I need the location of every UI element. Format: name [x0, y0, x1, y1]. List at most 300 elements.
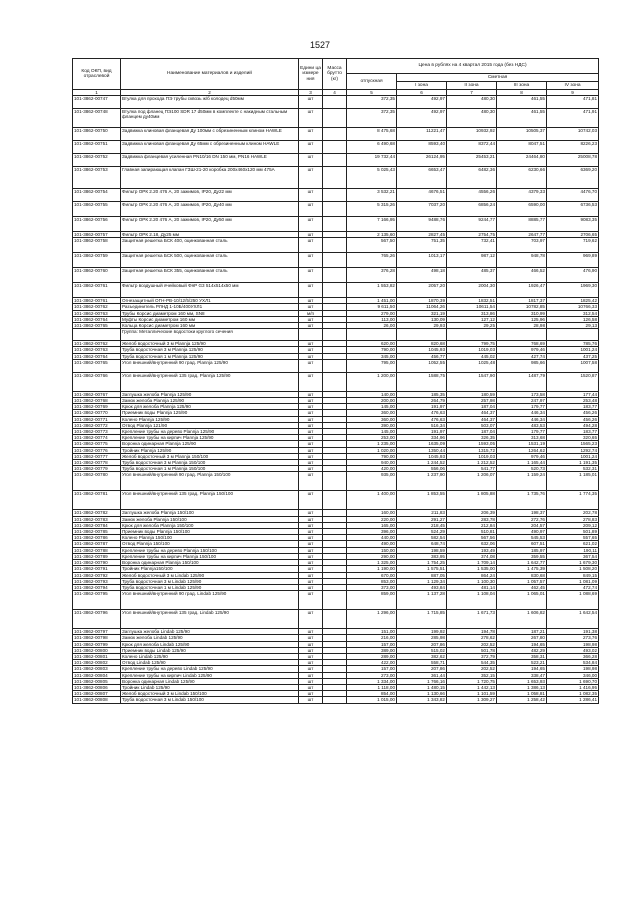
price-zone1-cell: 11064,26: [397, 304, 447, 310]
name-cell: Муфты Корсис диаметром 160 мм: [121, 316, 299, 322]
price-zone2-cell: 10932,92: [447, 128, 497, 141]
code-cell: 101-3862-00781: [73, 491, 121, 510]
price-zone2-cell: 9244,77: [447, 217, 497, 232]
name-cell: Воронка одинарная Lindab 125/90: [121, 678, 299, 684]
price-zone3-cell: 125,96: [497, 316, 547, 322]
name-cell: Задвижка клиновая фланцевая Ду 100мм с обрезиненным клином HAWLE: [121, 128, 299, 141]
name-cell: Фильтр ОРК 2.18, Ду25 мм: [121, 232, 299, 238]
price-zone4-cell: 1001,24: [547, 347, 599, 353]
code-cell: 101-3862-00765: [73, 359, 121, 372]
price-zone2-cell: 257,98: [447, 398, 497, 404]
code-cell: 101-3862-00764: [73, 316, 121, 322]
price-zone4-cell: 471,81: [547, 96, 599, 109]
name-cell: Замок желоба Plannja 150/100: [121, 516, 299, 522]
name-cell: Крепление трубы на кирпич Plannja 125/90: [121, 435, 299, 441]
price-zone4-cell: 1 286,41: [547, 697, 599, 703]
price-otpusk-cell: 360,00: [347, 416, 397, 422]
price-zone4-cell: 1 416,95: [547, 684, 599, 690]
unit-cell: шт: [299, 404, 323, 410]
name-cell: Тройник Plannja 125/90: [121, 447, 299, 453]
price-zone2-cell: 480,30: [447, 109, 497, 128]
table-row: [73, 154, 599, 167]
price-zone4-cell: 1 679,30: [547, 560, 599, 566]
price-zone2-cell: 799,75: [447, 341, 497, 347]
code-cell: 101-3862-00761: [73, 283, 121, 298]
unit-cell: шт: [299, 560, 323, 566]
price-zone2-cell: 503,07: [447, 422, 497, 428]
price-otpusk-cell: 1 334,00: [347, 678, 397, 684]
price-zone2-cell: 1 309,27: [447, 697, 497, 703]
unit-cell: шт: [299, 516, 323, 522]
unit-cell: шт: [299, 238, 323, 253]
price-zone4-cell: 1007,58: [547, 359, 599, 372]
name-cell: Защитная решетка БСК 500, оцинкованная сталь: [121, 253, 299, 268]
table-body: [73, 96, 599, 704]
price-zone3-cell: 1 165,44: [497, 460, 547, 466]
price-zone3-cell: 358,31: [497, 653, 547, 659]
price-zone3-cell: 1531,19: [497, 441, 547, 447]
price-zone4-cell: 493,02: [547, 647, 599, 653]
price-zone4-cell: 1565,23: [547, 441, 599, 447]
price-zone1-cell: 2827,45: [397, 232, 447, 238]
price-zone1-cell: 648,74: [397, 541, 447, 547]
unit-cell: шт: [299, 416, 323, 422]
code-cell: 101-3862-00759: [73, 253, 121, 268]
price-zone2-cell: 1 720,75: [447, 678, 497, 684]
price-zone1-cell: 218,45: [397, 522, 447, 528]
unit-cell: шт: [299, 578, 323, 584]
code-cell: 101-3862-00768: [73, 398, 121, 404]
code-cell: 101-3862-00752: [73, 154, 121, 167]
price-zone4-cell: 198,98: [547, 641, 599, 647]
price-zone3-cell: 6230,66: [497, 167, 547, 189]
name-cell: Разъединитель РЛНД 1-10Б/400УХЛ1: [121, 304, 299, 310]
price-zone3-cell: 948,78: [497, 253, 547, 268]
code-cell: 101-3862-00804: [73, 672, 121, 678]
name-cell: Фильтр воздушный ячейковый ФяР G3 514х514х50 мм: [121, 283, 299, 298]
price-zone3-cell: 979,46: [497, 453, 547, 459]
name-cell: Задвижка клиновая фланцевая Ду 65мм с обрезиненным клином HAWLE: [121, 141, 299, 154]
price-zone2-cell: 1025,48: [447, 359, 497, 372]
price-zone4-cell: 494,28: [547, 422, 599, 428]
name-cell: Труба водосточная 3 м Lindab 125/90: [121, 578, 299, 584]
name-cell: Крюк для желоба Plannja 125/90: [121, 404, 299, 410]
price-zone3-cell: 1 475,39: [497, 566, 547, 572]
price-zone4-cell: 367,54: [547, 553, 599, 559]
price-zone2-cell: 194,78: [447, 629, 497, 635]
price-otpusk-cell: 6 490,68: [347, 141, 397, 154]
header-otpusk: отпускная: [347, 74, 397, 90]
name-cell: Тройник Lindab 125/90: [121, 684, 299, 690]
column-number: 1: [73, 90, 121, 96]
price-zone4-cell: 557,65: [547, 535, 599, 541]
code-cell: 101-3862-00791: [73, 566, 121, 572]
code-cell: 101-3862-00776: [73, 447, 121, 453]
unit-cell: шт: [299, 109, 323, 128]
price-otpusk-cell: 220,00: [347, 516, 397, 522]
price-zone1-cell: 492,97: [397, 96, 447, 109]
code-cell: 101-3862-00790: [73, 560, 121, 566]
price-zone4-cell: 10766,33: [547, 304, 599, 310]
price-zone1-cell: 887,05: [397, 572, 447, 578]
code-cell: 101-3862-00801: [73, 653, 121, 659]
unit-cell: шт: [299, 678, 323, 684]
price-zone4-cell: 437,25: [547, 353, 599, 359]
price-zone1-cell: 4676,51: [397, 189, 447, 202]
price-zone4-cell: 1 081,09: [547, 578, 599, 584]
mass-cell: [323, 329, 347, 341]
price-zone4-cell: 969,89: [547, 253, 599, 268]
price-zone3-cell: 179,77: [497, 429, 547, 435]
mass-cell: [323, 202, 347, 217]
price-otpusk-cell: 253,00: [347, 435, 397, 441]
price-zone2-cell: 187,04: [447, 429, 497, 435]
unit-cell: шт: [299, 429, 323, 435]
price-zone2-cell: 501,78: [447, 647, 497, 653]
price-otpusk-cell: 1 400,00: [347, 491, 397, 510]
price-otpusk-cell: 853,00: [347, 578, 397, 584]
price-zone3-cell: 185,97: [497, 547, 547, 553]
price-zone3-cell: 520,73: [497, 466, 547, 472]
name-cell: Приемник воды Lindab 125/90: [121, 647, 299, 653]
price-zone1-cell: 285,98: [397, 635, 447, 641]
price-zone1-cell: 191,97: [397, 429, 447, 435]
price-zone3-cell: 187,21: [497, 629, 547, 635]
code-cell: 101-3862-00805: [73, 678, 121, 684]
unit-cell: шт: [299, 472, 323, 491]
price-zone3-cell: 313,68: [497, 435, 547, 441]
price-zone3-cell: 1 065,01: [497, 591, 547, 610]
price-zone2-cell: 481,14: [447, 584, 497, 590]
price-otpusk-cell: 216,00: [347, 635, 397, 641]
price-zone1-cell: 383,95: [397, 553, 447, 559]
name-cell: Крюк для желоба Lindab 125/90: [121, 641, 299, 647]
price-zone4-cell: 4476,70: [547, 189, 599, 202]
price-zone1-cell: 1045,93: [397, 453, 447, 459]
mass-cell: [323, 253, 347, 268]
unit-cell: шт: [299, 529, 323, 535]
mass-cell: [323, 372, 347, 391]
price-zone4-cell: 1 191,35: [547, 460, 599, 466]
price-otpusk-cell: 279,00: [347, 310, 397, 316]
unit-cell: шт: [299, 323, 323, 329]
price-zone2-cell: 464,37: [447, 410, 497, 416]
price-zone4-cell: 534,84: [547, 660, 599, 666]
price-otpusk-cell: 854,00: [347, 691, 397, 697]
unit-cell: шт: [299, 141, 323, 154]
price-zone3-cell: 28,98: [497, 323, 547, 329]
mass-cell: [323, 697, 347, 703]
price-zone4-cell: 1292,74: [547, 447, 599, 453]
unit-cell: шт: [299, 453, 323, 459]
unit-cell: шт: [299, 391, 323, 397]
header-smetnaya: Сметная: [397, 74, 599, 82]
name-cell: Приемник воды Plannja 125/90: [121, 410, 299, 416]
price-zone4-cell: 472,74: [547, 584, 599, 590]
name-cell: Приемник воды Plannja 150/100: [121, 529, 299, 535]
price-otpusk-cell: 859,00: [347, 591, 397, 610]
code-cell: 101-3862-00757: [73, 232, 121, 238]
price-otpusk-cell: 140,00: [347, 391, 397, 397]
price-otpusk-cell: 389,00: [347, 647, 397, 653]
code-cell: 101-3862-00789: [73, 553, 121, 559]
unit-cell: шт: [299, 541, 323, 547]
price-zone1-cell: 291,27: [397, 516, 447, 522]
price-zone3-cell: 985,66: [497, 359, 547, 372]
price-zone3-cell: 1 057,57: [497, 578, 547, 584]
name-cell: Втулка для прохода ПЭ трубы сквозь ж/б колодец d50мм: [121, 96, 299, 109]
price-otpusk-cell: 490,00: [347, 541, 397, 547]
price-zone2-cell: 202,52: [447, 641, 497, 647]
price-otpusk-cell: 113,00: [347, 316, 397, 322]
price-zone4-cell: 1 690,70: [547, 678, 599, 684]
name-cell: Угол внешний/внутренний 135 град. Lindab 125/90: [121, 610, 299, 629]
unit-cell: шт: [299, 553, 323, 559]
table-row: [73, 359, 599, 372]
price-zone3-cell: 446,34: [497, 410, 547, 416]
code-cell: 101-3862-00807: [73, 691, 121, 697]
unit-cell: шт: [299, 522, 323, 528]
price-zone1-cell: 524,29: [397, 529, 447, 535]
table-row: [73, 128, 599, 141]
price-zone4-cell: 1 642,54: [547, 610, 599, 629]
unit-cell: шт: [299, 491, 323, 510]
price-zone4-cell: 209,12: [547, 522, 599, 528]
price-zone1-cell: 1 575,51: [397, 566, 447, 572]
price-zone1-cell: 1 754,25: [397, 560, 447, 566]
price-zone1-cell: [397, 329, 447, 341]
name-cell: Защитная решетка БСК 355, оцинкованная сталь: [121, 268, 299, 283]
unit-cell: шт: [299, 684, 323, 690]
price-zone1-cell: 493,84: [397, 584, 447, 590]
header-price-group: Цена в рублях на 4 квартал 2015 года (без НДС): [347, 59, 599, 74]
price-zone3-cell: 482,29: [497, 647, 547, 653]
price-zone1-cell: 191,97: [397, 404, 447, 410]
price-otpusk-cell: 157,00: [347, 641, 397, 647]
price-otpusk-cell: 3 532,21: [347, 189, 397, 202]
header-name: Наименование материалов и изделий: [121, 59, 299, 90]
price-otpusk-cell: 145,00: [347, 404, 397, 410]
price-zone2-cell: 374,08: [447, 553, 497, 559]
price-zone3-cell: 1926,47: [497, 283, 547, 298]
table-row: [73, 217, 599, 232]
code-cell: [73, 329, 121, 341]
price-otpusk-cell: 372,35: [347, 96, 397, 109]
name-cell: Кольца Корсис диаметром 160 мм: [121, 323, 299, 329]
code-cell: 101-3862-00806: [73, 684, 121, 690]
name-cell: Заглушка желоба Plannja 125/90: [121, 391, 299, 397]
name-cell: Крепление трубы на кирпич Lindab 125/90: [121, 672, 299, 678]
unit-cell: шт: [299, 189, 323, 202]
price-zone1-cell: 1 853,55: [397, 491, 447, 510]
code-cell: 101-3862-00802: [73, 660, 121, 666]
name-cell: Отвод Plannja 121/90: [121, 422, 299, 428]
unit-cell: шт: [299, 128, 323, 141]
price-zone1-cell: 515,02: [397, 647, 447, 653]
price-zone4-cell: 1 088,69: [547, 591, 599, 610]
code-cell: 101-3862-00766: [73, 372, 121, 391]
header-zone1: I зона: [397, 82, 447, 90]
code-cell: 101-3862-00763: [73, 347, 121, 353]
unit-cell: шт: [299, 202, 323, 217]
price-zone3-cell: 1 058,81: [497, 691, 547, 697]
name-cell: Трубы Корсис диаметром 160 мм, SN8: [121, 310, 299, 316]
price-zone3-cell: 272,76: [497, 516, 547, 522]
price-zone4-cell: 320,65: [547, 435, 599, 441]
column-number: 5: [347, 90, 397, 96]
unit-cell: шт: [299, 353, 323, 359]
name-cell: Фильтр ОРК 2.20 476 А, 20 зажимов, IP20, Ду22 мм: [121, 189, 299, 202]
price-zone4-cell: 191,38: [547, 629, 599, 635]
price-zone3-cell: 483,53: [497, 422, 547, 428]
price-zone1-cell: 130,09: [397, 316, 447, 322]
price-zone1-cell: 382,62: [397, 653, 447, 659]
price-zone1-cell: 1 715,85: [397, 610, 447, 629]
name-cell: Отвод Plannja 150/100: [121, 541, 299, 547]
table-row: [73, 268, 599, 283]
header-mass: Масса брутто (кг): [323, 59, 347, 90]
code-cell: 101-3862-00748: [73, 109, 121, 128]
name-cell: Главная запирающая клапан ГЗШ-21-20 коробка 200х460х120 мм 475А: [121, 167, 299, 189]
price-zone3-cell: 1 642,77: [497, 560, 547, 566]
price-zone2-cell: 485,37: [447, 268, 497, 283]
price-zone4-cell: 532,31: [547, 466, 599, 472]
price-zone4-cell: 476,90: [547, 268, 599, 283]
price-otpusk-cell: 165,00: [347, 522, 397, 528]
price-zone1-cell: 456,77: [397, 353, 447, 359]
name-cell: Крепление трубы на дерево Plannja 150/100: [121, 547, 299, 553]
page-number: 1527: [309, 40, 331, 50]
column-number: 3: [299, 90, 323, 96]
code-cell: 101-3862-00753: [73, 167, 121, 189]
name-cell: Угол внешний/внутренний 90 град. Lindab 125/90: [121, 591, 299, 610]
price-zone3-cell: 1 735,76: [497, 491, 547, 510]
price-zone2-cell: 1 805,88: [447, 491, 497, 510]
price-zone4-cell: 177,44: [547, 391, 599, 397]
price-otpusk-cell: [347, 329, 397, 341]
price-zone4-cell: 25008,78: [547, 154, 599, 167]
name-cell: Труба водосточная 3 м Plannja 150/100: [121, 460, 299, 466]
price-zone4-cell: 6736,53: [547, 202, 599, 217]
price-zone1-cell: 1 137,28: [397, 591, 447, 610]
price-otpusk-cell: 1 200,00: [347, 372, 397, 391]
price-zone1-cell: 476,63: [397, 410, 447, 416]
price-zone4-cell: 456,26: [547, 416, 599, 422]
price-zone2-cell: 313,86: [447, 310, 497, 316]
price-zone3-cell: 310,99: [497, 310, 547, 316]
price-zone2-cell: 206,39: [447, 510, 497, 516]
name-cell: Желоб водосточный 3 м Lindab 150/100: [121, 691, 299, 697]
price-zone2-cell: 1 100,30: [447, 578, 497, 584]
price-zone4-cell: 1969,30: [547, 283, 599, 298]
price-zone4-cell: 1 082,35: [547, 691, 599, 697]
price-zone4-cell: 253,48: [547, 398, 599, 404]
unit-cell: шт: [299, 641, 323, 647]
price-zone4-cell: 849,15: [547, 572, 599, 578]
price-otpusk-cell: 670,00: [347, 572, 397, 578]
price-zone4-cell: 190,11: [547, 547, 599, 553]
price-zone2-cell: 544,35: [447, 660, 497, 666]
price-zone2-cell: 1 671,73: [447, 610, 497, 629]
code-cell: 101-3862-00794: [73, 584, 121, 590]
price-zone3-cell: 194,65: [497, 641, 547, 647]
unit-cell: м/п: [299, 310, 323, 316]
price-zone2-cell: 1 709,14: [447, 560, 497, 566]
price-zone4-cell: 1001,24: [547, 453, 599, 459]
name-cell: Крепление трубы на дерево Lindab 125/90: [121, 666, 299, 672]
price-zone2-cell: 1 535,00: [447, 566, 497, 572]
price-zone1-cell: 211,83: [397, 510, 447, 516]
name-cell: Крепление трубы на дерево Plannja 125/90: [121, 429, 299, 435]
price-zone2-cell: 1 442,13: [447, 684, 497, 690]
price-zone4-cell: 2706,65: [547, 232, 599, 238]
price-otpusk-cell: 940,00: [347, 460, 397, 466]
table-row: [73, 141, 599, 154]
mass-cell: [323, 96, 347, 109]
unit-cell: шт: [299, 304, 323, 310]
price-otpusk-cell: 420,00: [347, 466, 397, 472]
unit-cell: шт: [299, 217, 323, 232]
unit-cell: шт: [299, 572, 323, 578]
unit-cell: шт: [299, 635, 323, 641]
price-zone1-cell: 492,97: [397, 109, 447, 128]
price-zone3-cell: 338,47: [497, 672, 547, 678]
price-zone1-cell: 1350,44: [397, 447, 447, 453]
price-zone1-cell: 1 129,34: [397, 578, 447, 584]
unit-cell: шт: [299, 547, 323, 553]
header-code: Код ОКП, вид отраслевой: [73, 59, 121, 90]
price-zone2-cell: 326,35: [447, 435, 497, 441]
table-row: [73, 253, 599, 268]
price-zone3-cell: 6590,00: [497, 202, 547, 217]
code-cell: 101-3862-00750: [73, 128, 121, 141]
price-zone1-cell: 207,86: [397, 666, 447, 672]
price-otpusk-cell: 26,00: [347, 323, 397, 329]
code-cell: 101-3862-00780: [73, 472, 121, 491]
unit-cell: шт: [299, 697, 323, 703]
price-zone4-cell: 471,91: [547, 109, 599, 128]
price-zone1-cell: 207,86: [397, 641, 447, 647]
table-row: [73, 591, 599, 610]
price-zone1-cell: 1635,09: [397, 441, 447, 447]
price-zone2-cell: 732,41: [447, 238, 497, 253]
unit-cell: шт: [299, 441, 323, 447]
column-number: 6: [397, 90, 447, 96]
price-zone2-cell: 1019,03: [447, 347, 497, 353]
code-cell: 101-3862-00769: [73, 404, 121, 410]
mass-cell: [323, 591, 347, 610]
price-otpusk-cell: 160,00: [347, 510, 397, 516]
unit-cell: [299, 329, 323, 341]
name-cell: Задвижка фланцевая усиленная PN10/16 DN 150 мм, PN16 HAWLE: [121, 154, 299, 167]
price-zone4-cell: 366,28: [547, 653, 599, 659]
price-zone2-cell: 1832,51: [447, 298, 497, 304]
code-cell: 101-3862-00747: [73, 96, 121, 109]
price-zone4-cell: 456,26: [547, 410, 599, 416]
table-row: [73, 697, 599, 703]
price-zone3-cell: 979,46: [497, 347, 547, 353]
price-zone3-cell: 427,74: [497, 353, 547, 359]
price-otpusk-cell: 440,00: [347, 535, 397, 541]
code-cell: 101-3862-00763: [73, 310, 121, 316]
price-zone2-cell: 352,15: [447, 672, 497, 678]
name-cell: Желоб водосточный 3 м Plannja 150/100: [121, 453, 299, 459]
unit-cell: шт: [299, 341, 323, 347]
price-zone1-cell: 7037,20: [397, 202, 447, 217]
unit-cell: шт: [299, 398, 323, 404]
price-zone4-cell: 1 508,20: [547, 566, 599, 572]
price-zone4-cell: 183,77: [547, 429, 599, 435]
